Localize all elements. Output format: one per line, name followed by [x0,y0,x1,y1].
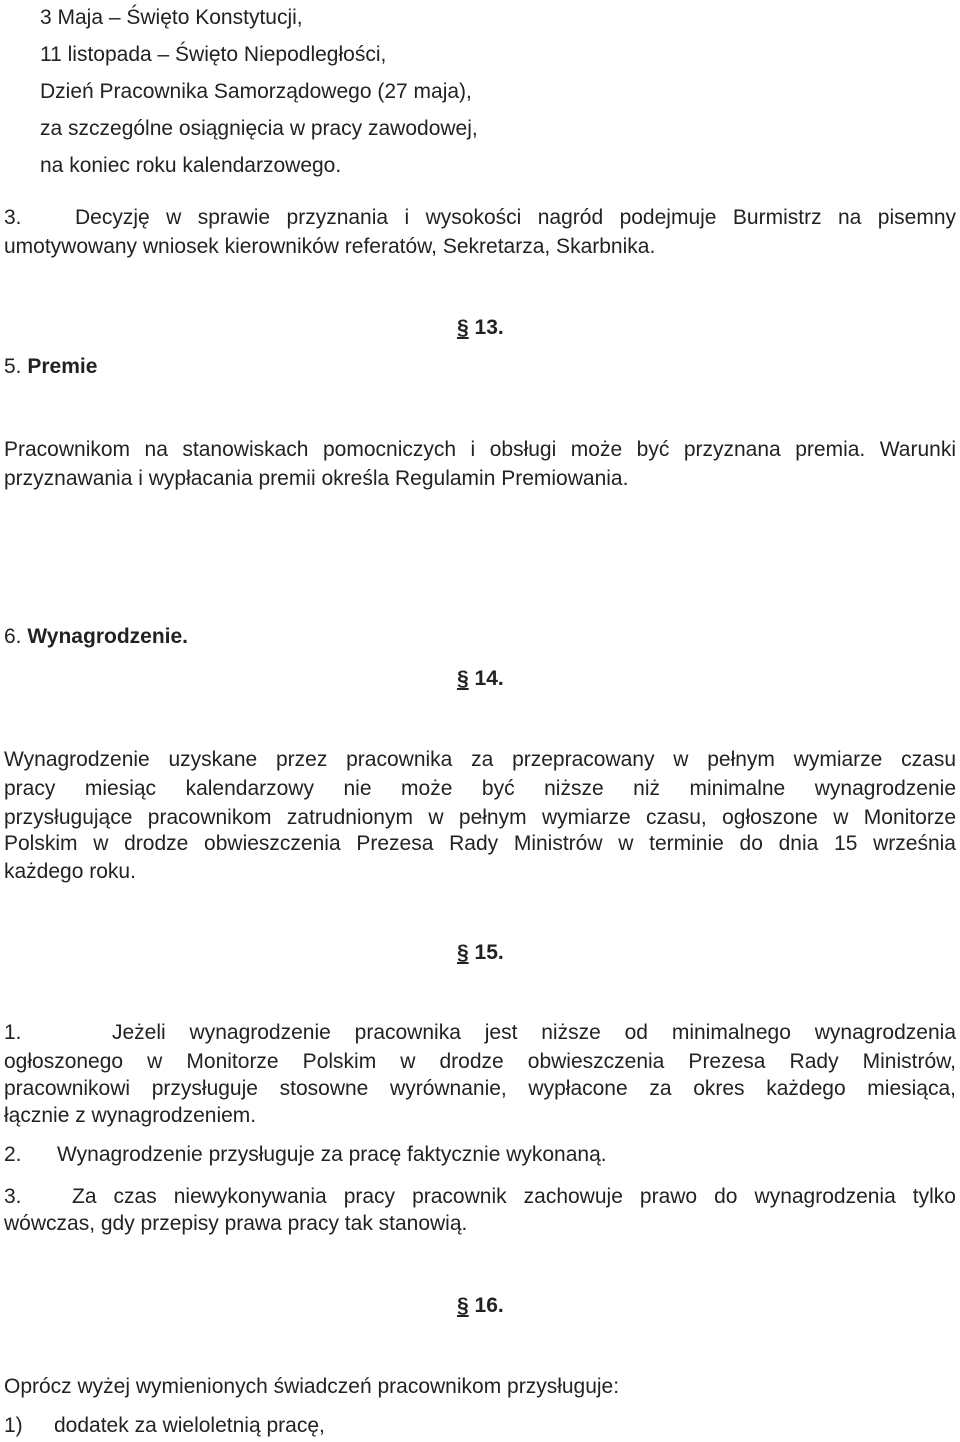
text-line: Decyzję w sprawie przyznania i wysokości nagród podejmuje Burmistrz na pisemny [75,206,956,229]
paragraph-heading [457,313,504,342]
item-number: 2. [4,1143,22,1166]
section-heading [4,622,188,651]
text-line: wówczas, gdy przepisy prawa pracy tak stanowią. [4,1212,468,1235]
list-item: 11 listopada – Święto Niepodległości, [40,43,387,66]
paragraph-number: 16. [474,1294,504,1317]
paragraph-heading [457,938,504,967]
paragraph-sign: § [457,1294,469,1317]
list-item: Dzień Pracownika Samorządowego (27 maja), [40,80,472,103]
text-line: pracy miesiąc kalendarzowy nie może być niższe niż minimalne wynagrodzenie [4,777,956,800]
section-title: Wynagrodzenie. [27,625,188,648]
text-line: dodatek za wieloletnią pracę, [54,1414,325,1437]
item-number: 1) [4,1414,23,1437]
paragraph-number: 15. [474,941,504,964]
text-line: przysługujące pracownikom zatrudnionym w pełnym wymiarze czasu, ogłoszone w Monitorze [4,806,956,829]
text-line: łącznie z wynagrodzeniem. [4,1104,257,1127]
paragraph-number: 14. [474,667,504,690]
text-line: ogłoszonego w Monitorze Polskim w drodze obwieszczenia Prezesa Rady Ministrów, [4,1050,956,1073]
text-line: pracownikowi przysługuje stosowne wyrównanie, wypłacone za okres każdego miesiąca, [4,1077,956,1100]
section-heading [4,352,97,381]
paragraph-number: 13. [474,316,504,339]
paragraph-sign: § [457,316,469,339]
paragraph-sign: § [457,667,469,690]
item-number: 3. [4,206,22,229]
text-line: Oprócz wyżej wymienionych świadczeń pracownikom przysługuje: [4,1375,620,1398]
paragraph-heading [457,1291,504,1320]
list-item: za szczególne osiągnięcia w pracy zawodowej, [40,117,478,140]
section-title: Premie [27,355,98,378]
section-number: 5. [4,355,22,378]
item-number: 3. [4,1185,22,1208]
text-line: Wynagrodzenie przysługuje za pracę faktycznie wykonaną. [57,1143,607,1166]
paragraph-sign: § [457,941,469,964]
text-line: Pracownikom na stanowiskach pomocniczych i obsługi może być przyznana premia. Warunki [4,438,956,461]
text-line: przyznawania i wypłacania premii określa Regulamin Premiowania. [4,467,629,490]
text-line: Jeżeli wynagrodzenie pracownika jest niższe od minimalnego wynagrodzenia [112,1021,956,1044]
list-item: 3 Maja – Święto Konstytucji, [40,6,303,29]
text-line: Za czas niewykonywania pracy pracownik zachowuje prawo do wynagrodzenia tylko [72,1185,956,1208]
text-line: Polskim w drodze obwieszczenia Prezesa Rady Ministrów w terminie do dnia 15 września [4,832,956,855]
paragraph-heading [457,664,504,693]
list-item: na koniec roku kalendarzowego. [40,154,342,177]
text-line: umotywowany wniosek kierowników referatów, Sekretarza, Skarbnika. [4,235,656,258]
item-number: 1. [4,1021,22,1044]
text-line: Wynagrodzenie uzyskane przez pracownika za przepracowany w pełnym wymiarze czasu [4,748,956,771]
section-number: 6. [4,625,22,648]
text-line: każdego roku. [4,860,136,883]
